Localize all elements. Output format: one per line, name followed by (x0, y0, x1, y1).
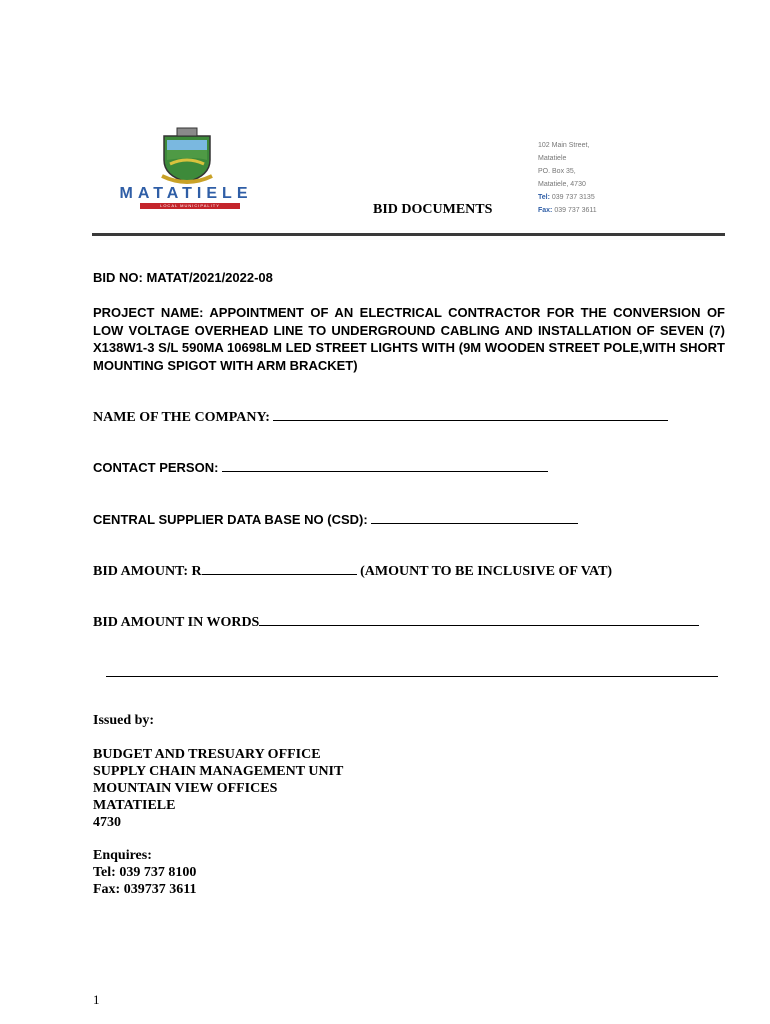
amount-note: (AMOUNT TO BE INCLUSIVE OF VAT) (360, 564, 613, 579)
org-name: MATATIELE (119, 185, 253, 202)
address-line: PO. Box 35, (538, 168, 576, 175)
csd-label: CENTRAL SUPPLIER DATA BASE NO (CSD): (93, 512, 368, 527)
header-divider (92, 233, 725, 236)
fax-label: Fax: (538, 207, 553, 214)
document-title: BID DOCUMENTS (373, 202, 493, 217)
page-number: 1 (93, 992, 100, 1007)
address-line: Matatiele (538, 155, 567, 162)
address-tel (538, 191, 597, 204)
amount-label: BID AMOUNT: R (93, 564, 202, 579)
company-field-row (93, 407, 668, 426)
issued-line: MATATIELE (93, 798, 176, 813)
enquires-label: Enquires: (93, 848, 152, 863)
fax-value: 039 737 3611 (554, 207, 597, 214)
csd-field-row (93, 510, 578, 527)
words-blank-second-line[interactable] (106, 676, 718, 677)
company-label: NAME OF THE COMPANY: (93, 410, 270, 425)
bid-number: BID NO: MATAT/2021/2022-08 (93, 270, 273, 285)
address-line: 102 Main Street, (538, 142, 590, 149)
issued-line: SUPPLY CHAIN MANAGEMENT UNIT (93, 764, 344, 779)
contact-field-row (93, 458, 548, 475)
org-subtitle: LOCAL MUNICIPALITY (140, 203, 240, 209)
address-line: Matatiele, 4730 (538, 181, 586, 188)
project-name: PROJECT NAME: APPOINTMENT OF AN ELECTRICAL CONTRACTOR FOR THE CONVERSION OF LOW VOLTAGE OVERHEAD LINE TO UNDERGROUND CABLING AND INSTALLATION OF SEVEN (7) X138W1-3 S/L 590MA 10698LM LED STREET LIGHTS WITH (9M WOODEN STREET POLE,WITH SHORT MOUNTING SPIGOT WITH ARM BRACKET) (93, 305, 725, 373)
tel-label: Tel: (538, 194, 550, 201)
words-field-row (93, 612, 699, 631)
amount-field-row (93, 561, 612, 580)
issued-by-label: Issued by: (93, 713, 155, 728)
issued-line: BUDGET AND TRESUARY OFFICE (93, 747, 321, 762)
tel-value: 039 737 3135 (551, 194, 595, 201)
issued-line: 4730 (93, 815, 121, 830)
company-blank[interactable] (273, 407, 668, 421)
issued-line: MOUNTAIN VIEW OFFICES (93, 781, 278, 796)
enquires-fax: Fax: 039737 3611 (93, 882, 197, 897)
amount-blank[interactable] (202, 561, 357, 575)
contact-blank[interactable] (222, 458, 548, 472)
csd-blank[interactable] (371, 510, 578, 524)
words-label: BID AMOUNT IN WORDS (93, 615, 260, 630)
crest-icon (104, 126, 269, 186)
enquires-block (93, 847, 196, 898)
enquires-tel: Tel: 039 737 8100 (93, 865, 197, 880)
contact-label: CONTACT PERSON: (93, 460, 219, 475)
address-fax (538, 204, 597, 217)
issued-by-block (93, 746, 343, 831)
words-blank[interactable] (259, 612, 699, 626)
address-block (538, 139, 597, 217)
